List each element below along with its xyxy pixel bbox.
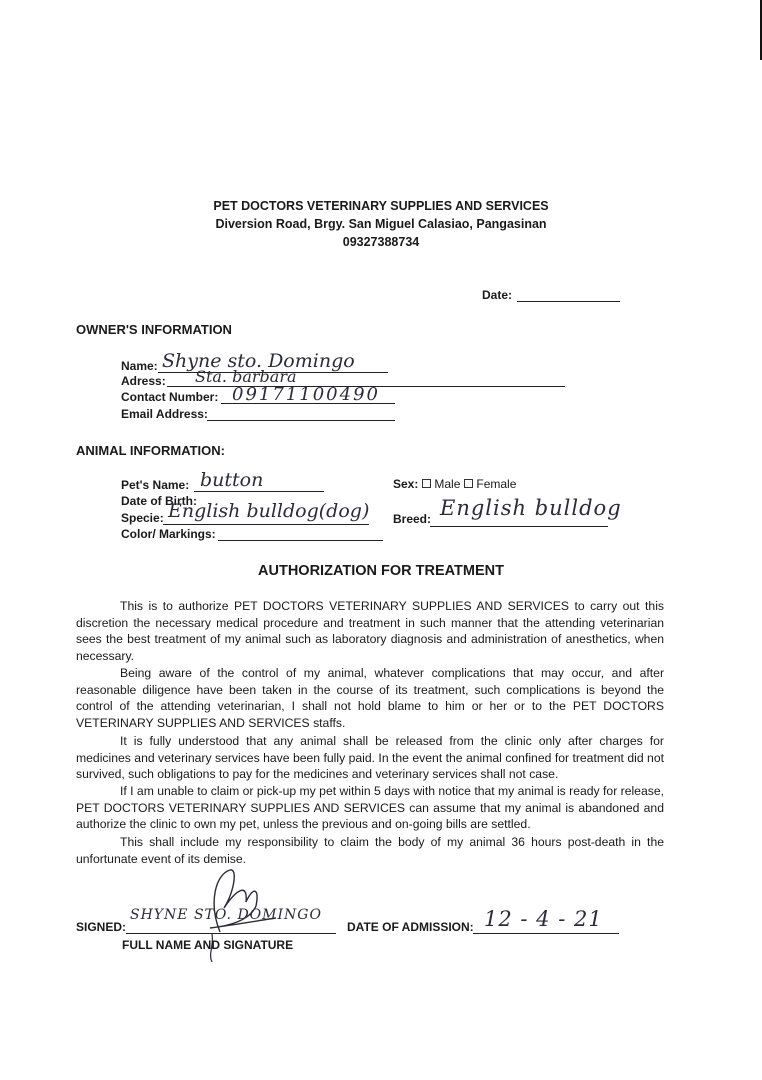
paragraph-5-text: This shall include my responsibility to claim the body of my animal 36 hours post-death in the unfortunate event of its demise. — [76, 835, 664, 866]
owner-address-label: Adress: — [121, 374, 166, 388]
female-label: Female — [476, 477, 517, 491]
paragraph-2-text: Being aware of the control of my animal, whatever complications that may occur, and after reasonable diligence have been taken in the course of its treatment, such complications is beyond the control of the attending veterinarian, I shall not hold blame to him or her or to the PET DOCTORS VETERINARY SUPPLIES AND SERVICES staffs. — [76, 666, 664, 730]
paragraph-2 — [76, 665, 664, 731]
color-label: Color/ Markings: — [121, 527, 216, 541]
color-line — [218, 540, 383, 541]
specie-line — [163, 524, 369, 525]
paragraph-3-text: It is fully understood that any animal shall be released from the clinic only after charges for medicines and veterinary services have been fully paid. In the event the animal confined for treatment did not survived, such obligations to pay for the medicines and veterinary services shall not case. — [76, 734, 664, 781]
date-label: Date: — [482, 288, 513, 302]
owner-section-title: OWNER'S INFORMATION — [76, 322, 232, 337]
owner-name-value: Shyne sto. Domingo — [162, 350, 355, 372]
date-line — [517, 301, 620, 302]
breed-value: English bulldog — [440, 496, 622, 520]
paragraph-3 — [76, 733, 664, 783]
male-label: Male — [434, 477, 461, 491]
sex-field — [393, 477, 516, 491]
clinic-phone: 09327388734 — [342, 235, 420, 249]
dob-label: Date of Birth: — [121, 494, 197, 508]
admission-value: 12 - 4 - 21 — [484, 907, 603, 931]
animal-section-title: ANIMAL INFORMATION: — [76, 443, 225, 458]
full-name-label: FULL NAME AND SIGNATURE — [122, 938, 294, 952]
paragraph-5 — [76, 834, 664, 867]
breed-label: Breed: — [393, 512, 432, 526]
signed-value: SHYNE STO. DOMINGO — [130, 907, 322, 923]
owner-email-label: Email Address: — [121, 407, 208, 421]
owner-contact-label: Contact Number: — [121, 390, 219, 404]
clinic-address: Diversion Road, Brgy. San Miguel Calasiao, Pangasinan — [215, 217, 547, 231]
sex-label: Sex: — [393, 477, 419, 491]
paragraph-4-text: If I am unable to claim or pick-up my pet within 5 days with notice that my animal is ready for release, PET DOCTORS VETERINARY SUPPLIES AND SERVICES can assume that my animal is abandoned and authorize the clinic to own my pet, unless the previous and on-going bills are settled. — [76, 784, 664, 831]
signed-label: SIGNED: — [76, 920, 127, 934]
specie-label: Specie: — [121, 511, 164, 525]
owner-contact-value: 09171100490 — [232, 384, 380, 405]
pet-name-line — [194, 491, 324, 492]
clinic-name: PET DOCTORS VETERINARY SUPPLIES AND SERVICES — [213, 199, 549, 213]
breed-line — [430, 526, 608, 527]
authorization-title: AUTHORIZATION FOR TREATMENT — [258, 563, 504, 579]
paragraph-1 — [76, 598, 664, 664]
female-checkbox[interactable] — [464, 479, 473, 488]
paragraph-1-text: This is to authorize PET DOCTORS VETERINARY SUPPLIES AND SERVICES to carry out this discretion the necessary medical procedure and treatment in such manner that the attending veterinarian sees the best treatment of my animal such as laboratory diagnosis and administration of anesthetics, when necessary. — [76, 599, 664, 663]
admission-line — [473, 933, 619, 934]
owner-name-label: Name: — [121, 359, 158, 373]
pet-name-label: Pet's Name: — [121, 478, 190, 492]
owner-address-value: Sta. barbara — [195, 367, 297, 386]
owner-email-line — [207, 420, 395, 421]
admission-label: DATE OF ADMISSION: — [347, 920, 474, 934]
male-checkbox[interactable] — [422, 479, 431, 488]
specie-value: English bulldog(dog) — [168, 500, 370, 522]
paragraph-4 — [76, 783, 664, 833]
pet-name-value: button — [200, 469, 264, 491]
